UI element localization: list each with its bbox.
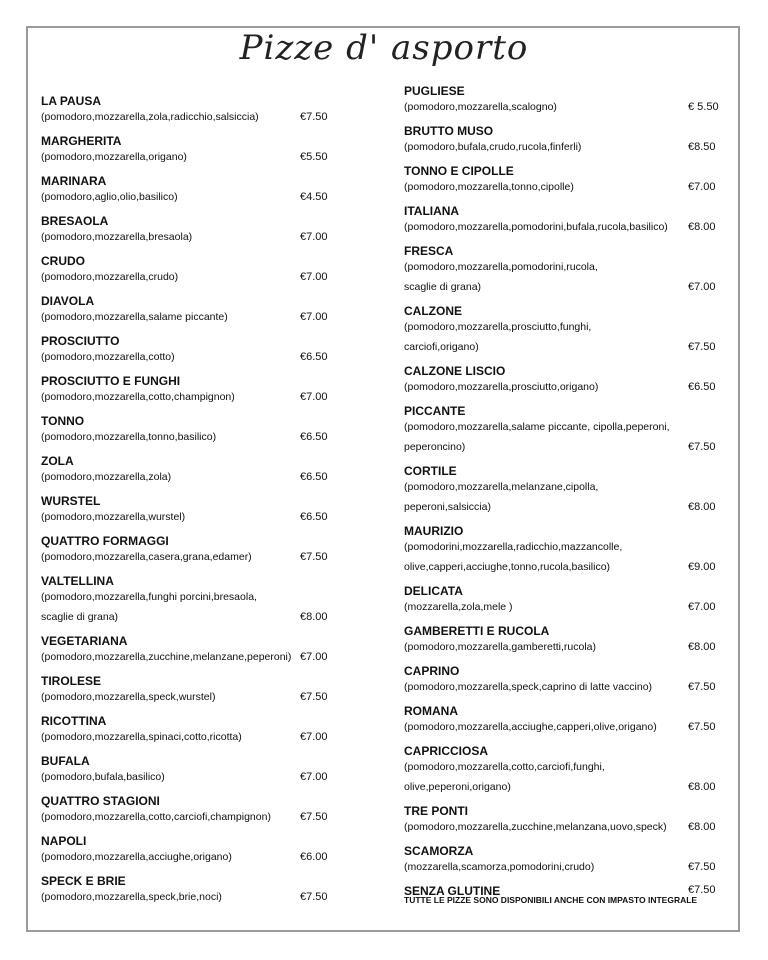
price-label: €8.00 (300, 611, 328, 623)
ingredients-line: (pomodoro,mozzarella,salame piccante, cipolla,peperoni, (404, 421, 670, 433)
pizza-name: GAMBERETTI E RUCOLA (404, 624, 550, 638)
price-label: €8.50 (688, 141, 716, 153)
price-label: €7.00 (300, 651, 328, 663)
ingredients-line: (pomodoro,mozzarella,tonno,basilico) (41, 431, 217, 443)
price-label: €7.50 (688, 441, 716, 453)
ingredients-line: (pomodoro,bufala,basilico) (41, 771, 165, 783)
price-label: €7.00 (300, 271, 328, 283)
ingredients-line: (pomodoro,mozzarella,zola,radicchio,salsiccia) (41, 111, 259, 123)
ingredients-line: (pomodoro,mozzarella,spinaci,cotto,ricotta) (41, 731, 242, 743)
pizza-name: DELICATA (404, 584, 463, 598)
pizza-name: TIROLESE (41, 674, 102, 688)
pizza-name: ROMANA (404, 704, 458, 718)
price-label: €7.00 (688, 181, 716, 193)
pizza-name: CORTILE (404, 464, 457, 478)
pizza-name: CAPRINO (404, 664, 460, 678)
pizza-name: DIAVOLA (41, 294, 95, 308)
price-label: €4.50 (300, 191, 328, 203)
price-label: €7.50 (688, 681, 716, 693)
ingredients-line: (pomodoro,mozzarella,speck,wurstel) (41, 691, 216, 703)
ingredients-line: (pomodoro,mozzarella,funghi porcini,bresaola, (41, 591, 257, 603)
price-label: €8.00 (688, 221, 716, 233)
price-label: €6.50 (300, 471, 328, 483)
ingredients-line: (pomodoro,mozzarella,acciughe,origano) (41, 851, 232, 863)
price-label: €6.50 (300, 431, 328, 443)
price-label: € 5.50 (688, 101, 719, 113)
ingredients-line: (pomodorini,mozzarella,radicchio,mazzancolle, (404, 541, 623, 553)
ingredients-line: (pomodoro,mozzarella,prosciutto,funghi, (404, 321, 592, 333)
price-label: €6.50 (300, 511, 328, 523)
price-label: €7.50 (688, 861, 716, 873)
ingredients-line: (pomodoro,mozzarella,melanzane,cipolla, (404, 481, 599, 493)
ingredients-line: (mozzarella,scamorza,pomodorini,crudo) (404, 861, 595, 873)
price-label: €9.00 (688, 561, 716, 573)
ingredients-line: (pomodoro,mozzarella,origano) (41, 151, 187, 163)
pizza-name: MAURIZIO (404, 524, 464, 538)
ingredients-line: (pomodoro,mozzarella,pomodorini,bufala,rucola,basilico) (404, 221, 668, 233)
ingredients-line: (pomodoro,mozzarella,tonno,cipolle) (404, 181, 574, 193)
ingredients-line: (mozzarella,zola,mele ) (404, 601, 513, 613)
pizza-name: QUATTRO STAGIONI (41, 794, 160, 808)
pizza-name: TONNO (41, 414, 85, 428)
pizza-name: FRESCA (404, 244, 454, 258)
price-label: €7.50 (688, 721, 716, 733)
pizza-name: RICOTTINA (41, 714, 107, 728)
pizza-name: CAPRICCIOSA (404, 744, 489, 758)
ingredients-line: (pomodoro,mozzarella,crudo) (41, 271, 179, 283)
pizza-name: BRESAOLA (41, 214, 109, 228)
price-label: €7.00 (300, 311, 328, 323)
price-label: €7.50 (300, 551, 328, 563)
pizza-name: TONNO E CIPOLLE (404, 164, 514, 178)
ingredients-line: (pomodoro,mozzarella,acciughe,capperi,olive,origano) (404, 721, 657, 733)
ingredients-line: (pomodoro,mozzarella,zucchine,melanzane,peperoni) (41, 651, 292, 663)
price-label: €8.00 (688, 821, 716, 833)
pizza-name: VEGETARIANA (41, 634, 128, 648)
price-label: €5.50 (300, 151, 328, 163)
ingredients-line: peperoncino) (404, 441, 466, 453)
pizza-name: MARGHERITA (41, 134, 122, 148)
pizza-name: ZOLA (41, 454, 74, 468)
ingredients-line: (pomodoro,aglio,olio,basilico) (41, 191, 178, 203)
pizza-name: SENZA GLUTINE (404, 884, 501, 898)
ingredients-line: (pomodoro,mozzarella,zola) (41, 471, 172, 483)
pizza-name: SCAMORZA (404, 844, 474, 858)
price-label: €7.50 (688, 884, 716, 896)
price-label: €7.50 (688, 341, 716, 353)
price-label: €7.50 (300, 691, 328, 703)
price-label: €7.00 (300, 231, 328, 243)
ingredients-line: (pomodoro,mozzarella,cotto,carciofi,champignon) (41, 811, 271, 823)
price-label: €7.00 (300, 731, 328, 743)
pizza-name: VALTELLINA (41, 574, 114, 588)
footer-note: TUTTE LE PIZZE SONO DISPONIBILI ANCHE CON IMPASTO INTEGRALE (404, 895, 698, 905)
price-label: €7.00 (300, 771, 328, 783)
pizza-name: PUGLIESE (404, 84, 465, 98)
ingredients-line: (pomodoro,mozzarella,speck,caprino di latte vaccino) (404, 681, 653, 693)
pizza-name: CRUDO (41, 254, 85, 268)
price-label: €7.00 (300, 391, 328, 403)
ingredients-line: scaglie di grana) (404, 281, 482, 293)
pizza-name: TRE PONTI (404, 804, 469, 818)
price-label: €7.00 (688, 601, 716, 613)
pizza-name: CALZONE LISCIO (404, 364, 506, 378)
price-label: €7.50 (300, 111, 328, 123)
ingredients-line: (pomodoro,mozzarella,cotto) (41, 351, 175, 363)
price-label: €6.50 (300, 351, 328, 363)
pizza-name: SPECK E BRIE (41, 874, 126, 888)
pizza-name: NAPOLI (41, 834, 87, 848)
ingredients-line: olive,capperi,acciughe,tonno,rucola,basilico) (404, 561, 611, 573)
pizza-name: PROSCIUTTO E FUNGHI (41, 374, 181, 388)
pizza-name: LA PAUSA (41, 94, 101, 108)
pizza-name: QUATTRO FORMAGGI (41, 534, 169, 548)
price-label: €7.50 (300, 891, 328, 903)
ingredients-line: (pomodoro,mozzarella,cotto,carciofi,funghi, (404, 761, 605, 773)
ingredients-line: (pomodoro,mozzarella,gamberetti,rucola) (404, 641, 596, 653)
ingredients-line: olive,peperoni,origano) (404, 781, 511, 793)
pizza-name: PROSCIUTTO (41, 334, 120, 348)
pizza-name: WURSTEL (41, 494, 101, 508)
price-label: €6.50 (688, 381, 716, 393)
ingredients-line: (pomodoro,bufala,crudo,rucola,finferli) (404, 141, 582, 153)
price-label: €7.00 (688, 281, 716, 293)
pizza-name: ITALIANA (404, 204, 460, 218)
price-label: €6.00 (300, 851, 328, 863)
pizza-name: MARINARA (41, 174, 107, 188)
menu-title: Pizze d' asporto (239, 28, 529, 68)
price-label: €7.50 (300, 811, 328, 823)
pizza-name: PICCANTE (404, 404, 466, 418)
price-label: €8.00 (688, 781, 716, 793)
ingredients-line: (pomodoro,mozzarella,casera,grana,edamer) (41, 551, 252, 563)
ingredients-line: carciofi,origano) (404, 341, 479, 353)
ingredients-line: (pomodoro,mozzarella,salame piccante) (41, 311, 228, 323)
ingredients-line: scaglie di grana) (41, 611, 119, 623)
pizza-name: BRUTTO MUSO (404, 124, 494, 138)
pizza-name: CALZONE (404, 304, 462, 318)
price-label: €8.00 (688, 641, 716, 653)
ingredients-line: (pomodoro,mozzarella,wurstel) (41, 511, 186, 523)
ingredients-line: (pomodoro,mozzarella,speck,brie,noci) (41, 891, 222, 903)
ingredients-line: (pomodoro,mozzarella,scalogno) (404, 101, 557, 113)
ingredients-line: (pomodoro,mozzarella,zucchine,melanzana,uovo,speck) (404, 821, 667, 833)
ingredients-line: (pomodoro,mozzarella,prosciutto,origano) (404, 381, 599, 393)
price-label: €8.00 (688, 501, 716, 513)
ingredients-line: (pomodoro,mozzarella,cotto,champignon) (41, 391, 235, 403)
ingredients-line: (pomodoro,mozzarella,bresaola) (41, 231, 193, 243)
pizza-name: BUFALA (41, 754, 90, 768)
ingredients-line: (pomodoro,mozzarella,pomodorini,rucola, (404, 261, 598, 273)
ingredients-line: peperoni,salsiccia) (404, 501, 491, 513)
